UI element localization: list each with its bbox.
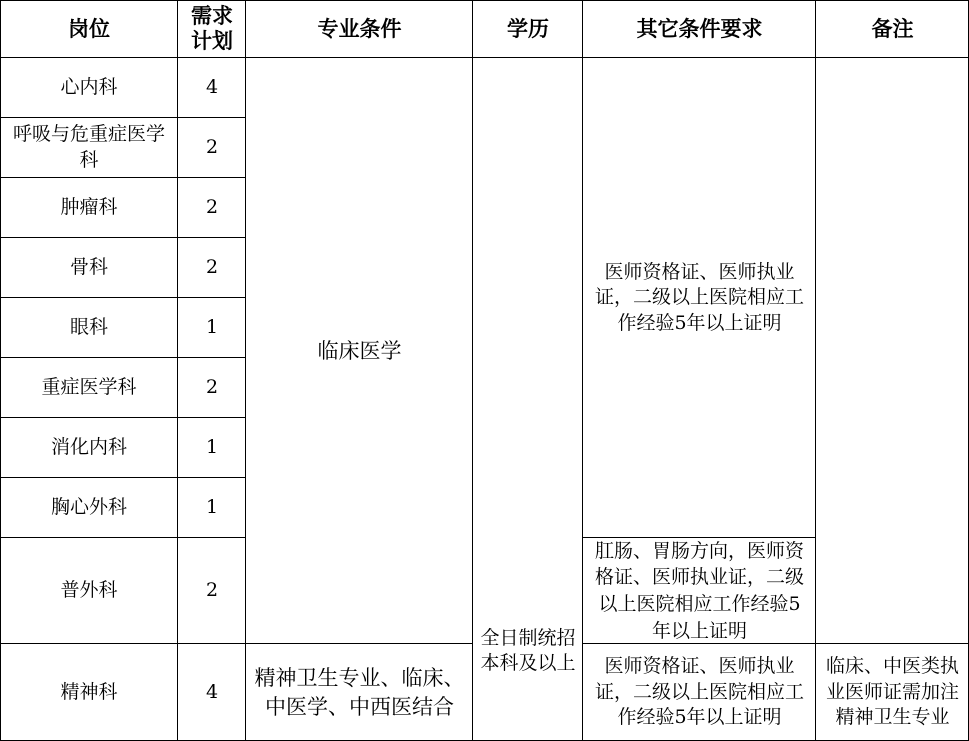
education-cell: 全日制统招本科及以上 <box>480 627 576 674</box>
post-cell: 心内科 <box>60 76 118 99</box>
plan-cell: 1 <box>205 496 219 519</box>
grid-line <box>0 0 969 1</box>
grid-line <box>0 357 246 358</box>
plan-cell: 2 <box>205 196 219 219</box>
major-clinical-cell: 临床医学 <box>317 338 402 363</box>
grid-line <box>177 0 178 741</box>
other-requirements-general-surgery-cell: 肛肠、胃肠方向，医师资格证、医师执业证，二级以上医院相应工作经验5年以上证明 <box>594 539 804 642</box>
grid-line <box>0 477 246 478</box>
grid-line <box>0 237 246 238</box>
plan-cell: 2 <box>205 256 219 279</box>
remark-psych-cell: 临床、中医类执业医师证需加注精神卫生专业 <box>825 655 959 729</box>
other-requirements-main-cell: 医师资格证、医师执业证，二级以上医院相应工作经验5年以上证明 <box>594 260 804 334</box>
grid-line <box>582 0 583 741</box>
grid-line <box>0 643 473 644</box>
grid-line <box>0 417 246 418</box>
post-cell: 眼科 <box>69 316 108 339</box>
plan-cell: 1 <box>205 436 219 459</box>
plan-cell: 1 <box>205 316 219 339</box>
remark-empty-cell <box>816 58 969 644</box>
grid-line <box>0 297 246 298</box>
header-plan: 需求 计划 <box>191 3 233 53</box>
plan-cell: 2 <box>205 376 219 399</box>
plan-cell: 4 <box>205 680 219 703</box>
grid-line <box>0 57 969 58</box>
post-cell: 呼吸与危重症医学科 <box>12 123 165 171</box>
grid-line <box>0 537 246 538</box>
other-requirements-psych-cell: 医师资格证、医师执业证，二级以上医院相应工作经验5年以上证明 <box>594 655 804 729</box>
grid-line <box>0 117 246 118</box>
header-major: 专业条件 <box>317 16 402 41</box>
plan-cell: 2 <box>205 579 219 602</box>
post-cell: 胸心外科 <box>50 496 127 519</box>
major-psych-cell: 精神卫生专业、临床、中医学、中西医结合 <box>254 666 465 719</box>
post-cell: 肿瘤科 <box>60 196 118 219</box>
grid-line <box>583 643 969 644</box>
grid-line <box>245 0 246 741</box>
header-remark: 备注 <box>871 16 914 41</box>
header-other-requirements: 其它条件要求 <box>636 16 763 41</box>
grid-line <box>472 0 473 741</box>
grid-line <box>583 537 816 538</box>
post-cell: 消化内科 <box>50 436 127 459</box>
post-cell: 重症医学科 <box>41 376 137 399</box>
header-education: 学历 <box>507 16 549 41</box>
plan-cell: 2 <box>205 136 219 159</box>
grid-line <box>0 177 246 178</box>
post-cell: 骨科 <box>69 256 108 279</box>
grid-line <box>815 0 816 741</box>
header-post: 岗位 <box>68 16 110 41</box>
post-cell: 普外科 <box>60 579 118 602</box>
plan-cell: 4 <box>205 76 219 99</box>
post-cell: 精神科 <box>60 680 118 703</box>
grid-line <box>0 0 1 741</box>
